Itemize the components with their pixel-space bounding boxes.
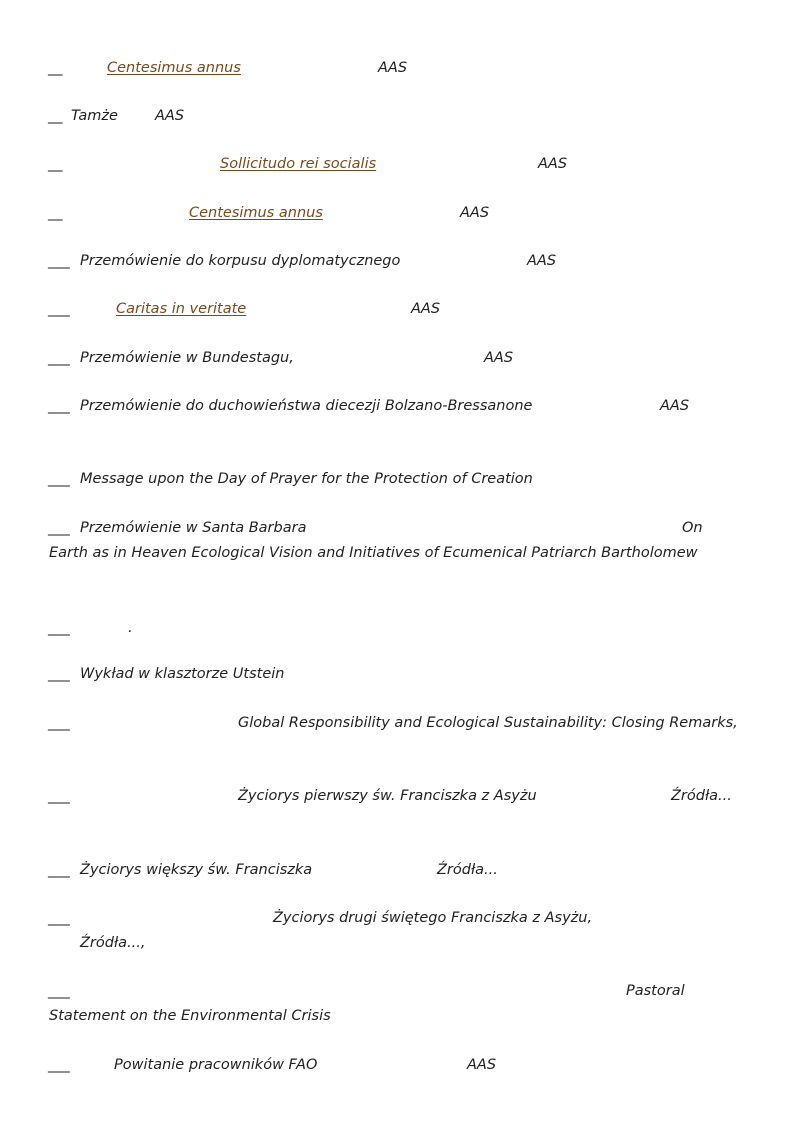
- footnote-text: Przemówienie do duchowieństwa diecezji Bolzano-Bressanone: [80, 398, 533, 414]
- footnote-marker: ___: [48, 1057, 70, 1073]
- footnote-text: Przemówienie w Santa Barbara: [80, 520, 307, 536]
- footnote-text: Tamże: [71, 108, 118, 124]
- footnote-line: [0, 713, 793, 733]
- footnote-text: AAS: [484, 350, 514, 366]
- footnote-line: [0, 518, 793, 538]
- footnote-text: Źródła...: [437, 862, 498, 878]
- footnote-marker: ___: [48, 983, 70, 999]
- footnote-line: [0, 618, 793, 638]
- footnote-marker: __: [48, 205, 63, 221]
- footnote-link[interactable]: Caritas in veritate: [116, 301, 247, 317]
- footnote-marker: ___: [48, 788, 70, 804]
- footnote-line: [0, 299, 793, 319]
- footnote-marker: ___: [48, 666, 70, 682]
- footnote-text: Pastoral: [626, 983, 685, 999]
- footnote-marker: ___: [48, 301, 70, 317]
- footnote-text: AAS: [460, 205, 490, 221]
- footnote-line: [0, 251, 793, 271]
- footnote-text: Global Responsibility and Ecological Sustainability: Closing Remarks,: [238, 715, 738, 731]
- footnote-text: Przemówienie w Bundestagu,: [80, 350, 294, 366]
- footnote-text: AAS: [538, 156, 568, 172]
- footnote-text: Życiorys pierwszy św. Franciszka z Asyżu: [238, 788, 537, 804]
- footnote-text: Życiorys drugi świętego Franciszka z Asyżu,: [273, 910, 593, 926]
- footnote-text: AAS: [155, 108, 185, 124]
- footnote-continuation: Źródła...,: [80, 935, 146, 951]
- footnote-marker: ___: [48, 620, 70, 636]
- footnote-line: [0, 154, 793, 174]
- footnote-text: .: [128, 620, 133, 636]
- footnote-marker: __: [48, 156, 63, 172]
- footnote-continuation: Statement on the Environmental Crisis: [49, 1008, 331, 1024]
- footnote-line: [0, 469, 793, 489]
- footnote-marker: ___: [48, 862, 70, 878]
- footnote-text: Życiorys większy św. Franciszka: [80, 862, 313, 878]
- footnote-line: [0, 908, 793, 928]
- footnote-text: AAS: [660, 398, 690, 414]
- footnote-text: AAS: [527, 253, 557, 269]
- footnote-line: [0, 106, 793, 126]
- footnote-marker: ___: [48, 253, 70, 269]
- footnote-continuation: Earth as in Heaven Ecological Vision and Initiatives of Ecumenical Patriarch Bartholomew: [49, 545, 698, 561]
- footnote-text: AAS: [378, 60, 408, 76]
- footnote-line: [0, 1055, 793, 1075]
- footnote-link[interactable]: Sollicitudo rei socialis: [220, 156, 377, 172]
- footnote-text: AAS: [411, 301, 441, 317]
- footnote-text: Źródła...: [671, 788, 732, 804]
- footnote-marker: ___: [48, 471, 70, 487]
- footnote-marker: ___: [48, 350, 70, 366]
- footnote-line: [0, 981, 793, 1001]
- footnote-marker: ___: [48, 520, 70, 536]
- footnote-marker: ___: [48, 910, 70, 926]
- footnote-line: [0, 348, 793, 368]
- footnote-text: On: [682, 520, 703, 536]
- footnote-text: AAS: [467, 1057, 497, 1073]
- footnote-marker: ___: [48, 398, 70, 414]
- footnote-link[interactable]: Centesimus annus: [107, 60, 241, 76]
- footnote-marker: __: [48, 108, 63, 124]
- footnote-text: Powitanie pracowników FAO: [114, 1057, 318, 1073]
- footnote-line: [0, 786, 793, 806]
- footnote-line: [0, 58, 793, 78]
- footnote-marker: ___: [48, 715, 70, 731]
- footnote-line: [0, 396, 793, 416]
- footnote-marker: __: [48, 60, 63, 76]
- footnote-line: [0, 860, 793, 880]
- footnote-text: Wykład w klasztorze Utstein: [80, 666, 285, 682]
- footnote-line: [0, 203, 793, 223]
- footnote-text: Message upon the Day of Prayer for the Protection of Creation: [80, 471, 533, 487]
- footnote-link[interactable]: Centesimus annus: [189, 205, 323, 221]
- footnote-text: Przemówienie do korpusu dyplomatycznego: [80, 253, 401, 269]
- footnote-line: [0, 664, 793, 684]
